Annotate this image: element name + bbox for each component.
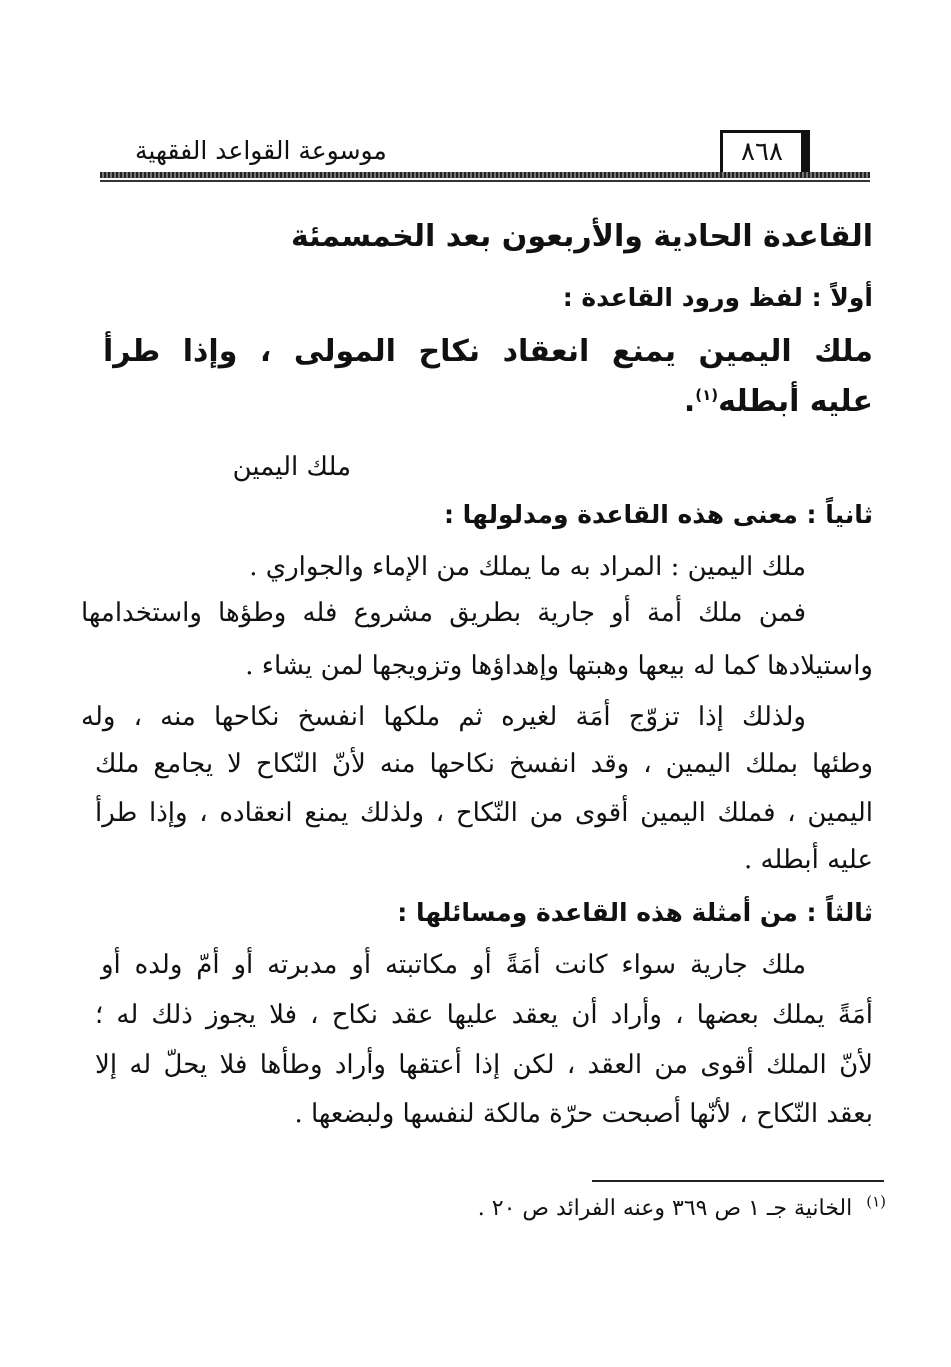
section2-line-6: اليمين ، فملك اليمين أقوى من النّكاح ، ولذلك يمنع انعقاده ، وإذا طرأ — [95, 798, 873, 828]
rule-text-line2 — [684, 382, 873, 422]
section3-title: ثالثاً : من أمثلة هذه القاعدة ومسائلها : — [397, 898, 873, 927]
section3-line-4: بعقد النّكاح ، لأنّها أصبحت حرّة مالكة لنفسها ولبضعها . — [294, 1099, 873, 1129]
footnote — [478, 1192, 886, 1226]
header-rule-thin — [100, 180, 870, 182]
footnote-marker: (١) — [866, 1192, 886, 1211]
rule-text-line2-body: عليه أبطله — [718, 384, 873, 419]
section2-line-5: وطئها بملك اليمين ، وقد انفسخ نكاحها منه لأنّ النّكاح لا يجامع ملك — [95, 749, 873, 779]
running-title: موسوعة القواعد الفقهية — [135, 136, 387, 165]
section2-line-2: فمن ملك أمة أو جارية بطريق مشروع فله وطؤها واستخدامها — [81, 598, 806, 628]
page-header — [95, 120, 870, 192]
rule-text-end: . — [683, 384, 696, 419]
footnote-separator — [592, 1180, 884, 1182]
footnote-ref: (١) — [695, 386, 719, 404]
rule-text-line1: ملك اليمين يمنع انعقاد نكاح المولى ، وإذا طرأ — [103, 334, 873, 369]
page-number-box — [720, 130, 804, 174]
section1-title: أولاً : لفظ ورود القاعدة : — [562, 283, 873, 312]
section2-title: ثانياً : معنى هذه القاعدة ومدلولها : — [443, 500, 873, 529]
section2-line-3: واستيلادها كما له بيعها وهبتها وإهداؤها وتزويجها لمن يشاء . — [245, 651, 873, 681]
keyword-label: ملك اليمين — [232, 452, 351, 482]
section3-line-3: لأنّ الملك أقوى من العقد ، لكن إذا أعتقها وأراد وطأها فلا يحلّ له إلا — [95, 1050, 873, 1080]
rule-heading: القاعدة الحادية والأربعون بعد الخمسمئة — [290, 219, 873, 254]
section2-line-1: ملك اليمين : المراد به ما يملك من الإماء والجواري . — [249, 552, 806, 582]
page-number: ٨٦٨ — [741, 137, 783, 167]
section2-line-7: عليه أبطله . — [743, 845, 873, 875]
section2-line-4: ولذلك إذا تزوّج أمَة لغيره ثم ملكها انفسخ نكاحها منه ، وله — [81, 702, 806, 732]
footnote-text: الخانية جـ ١ ص ٣٦٩ وعنه الفرائد ص ٢٠ . — [477, 1196, 853, 1221]
header-rule-thick — [100, 172, 870, 178]
section3-line-1: ملك جارية سواء كانت أمَةً أو مكاتبته أو مدبرته أو أمّ ولده أو — [101, 950, 806, 980]
section3-line-2: أمَةً يملك بعضها ، وأراد أن يعقد عليها عقد نكاح ، فلا يجوز ذلك له ؛ — [95, 1000, 873, 1030]
